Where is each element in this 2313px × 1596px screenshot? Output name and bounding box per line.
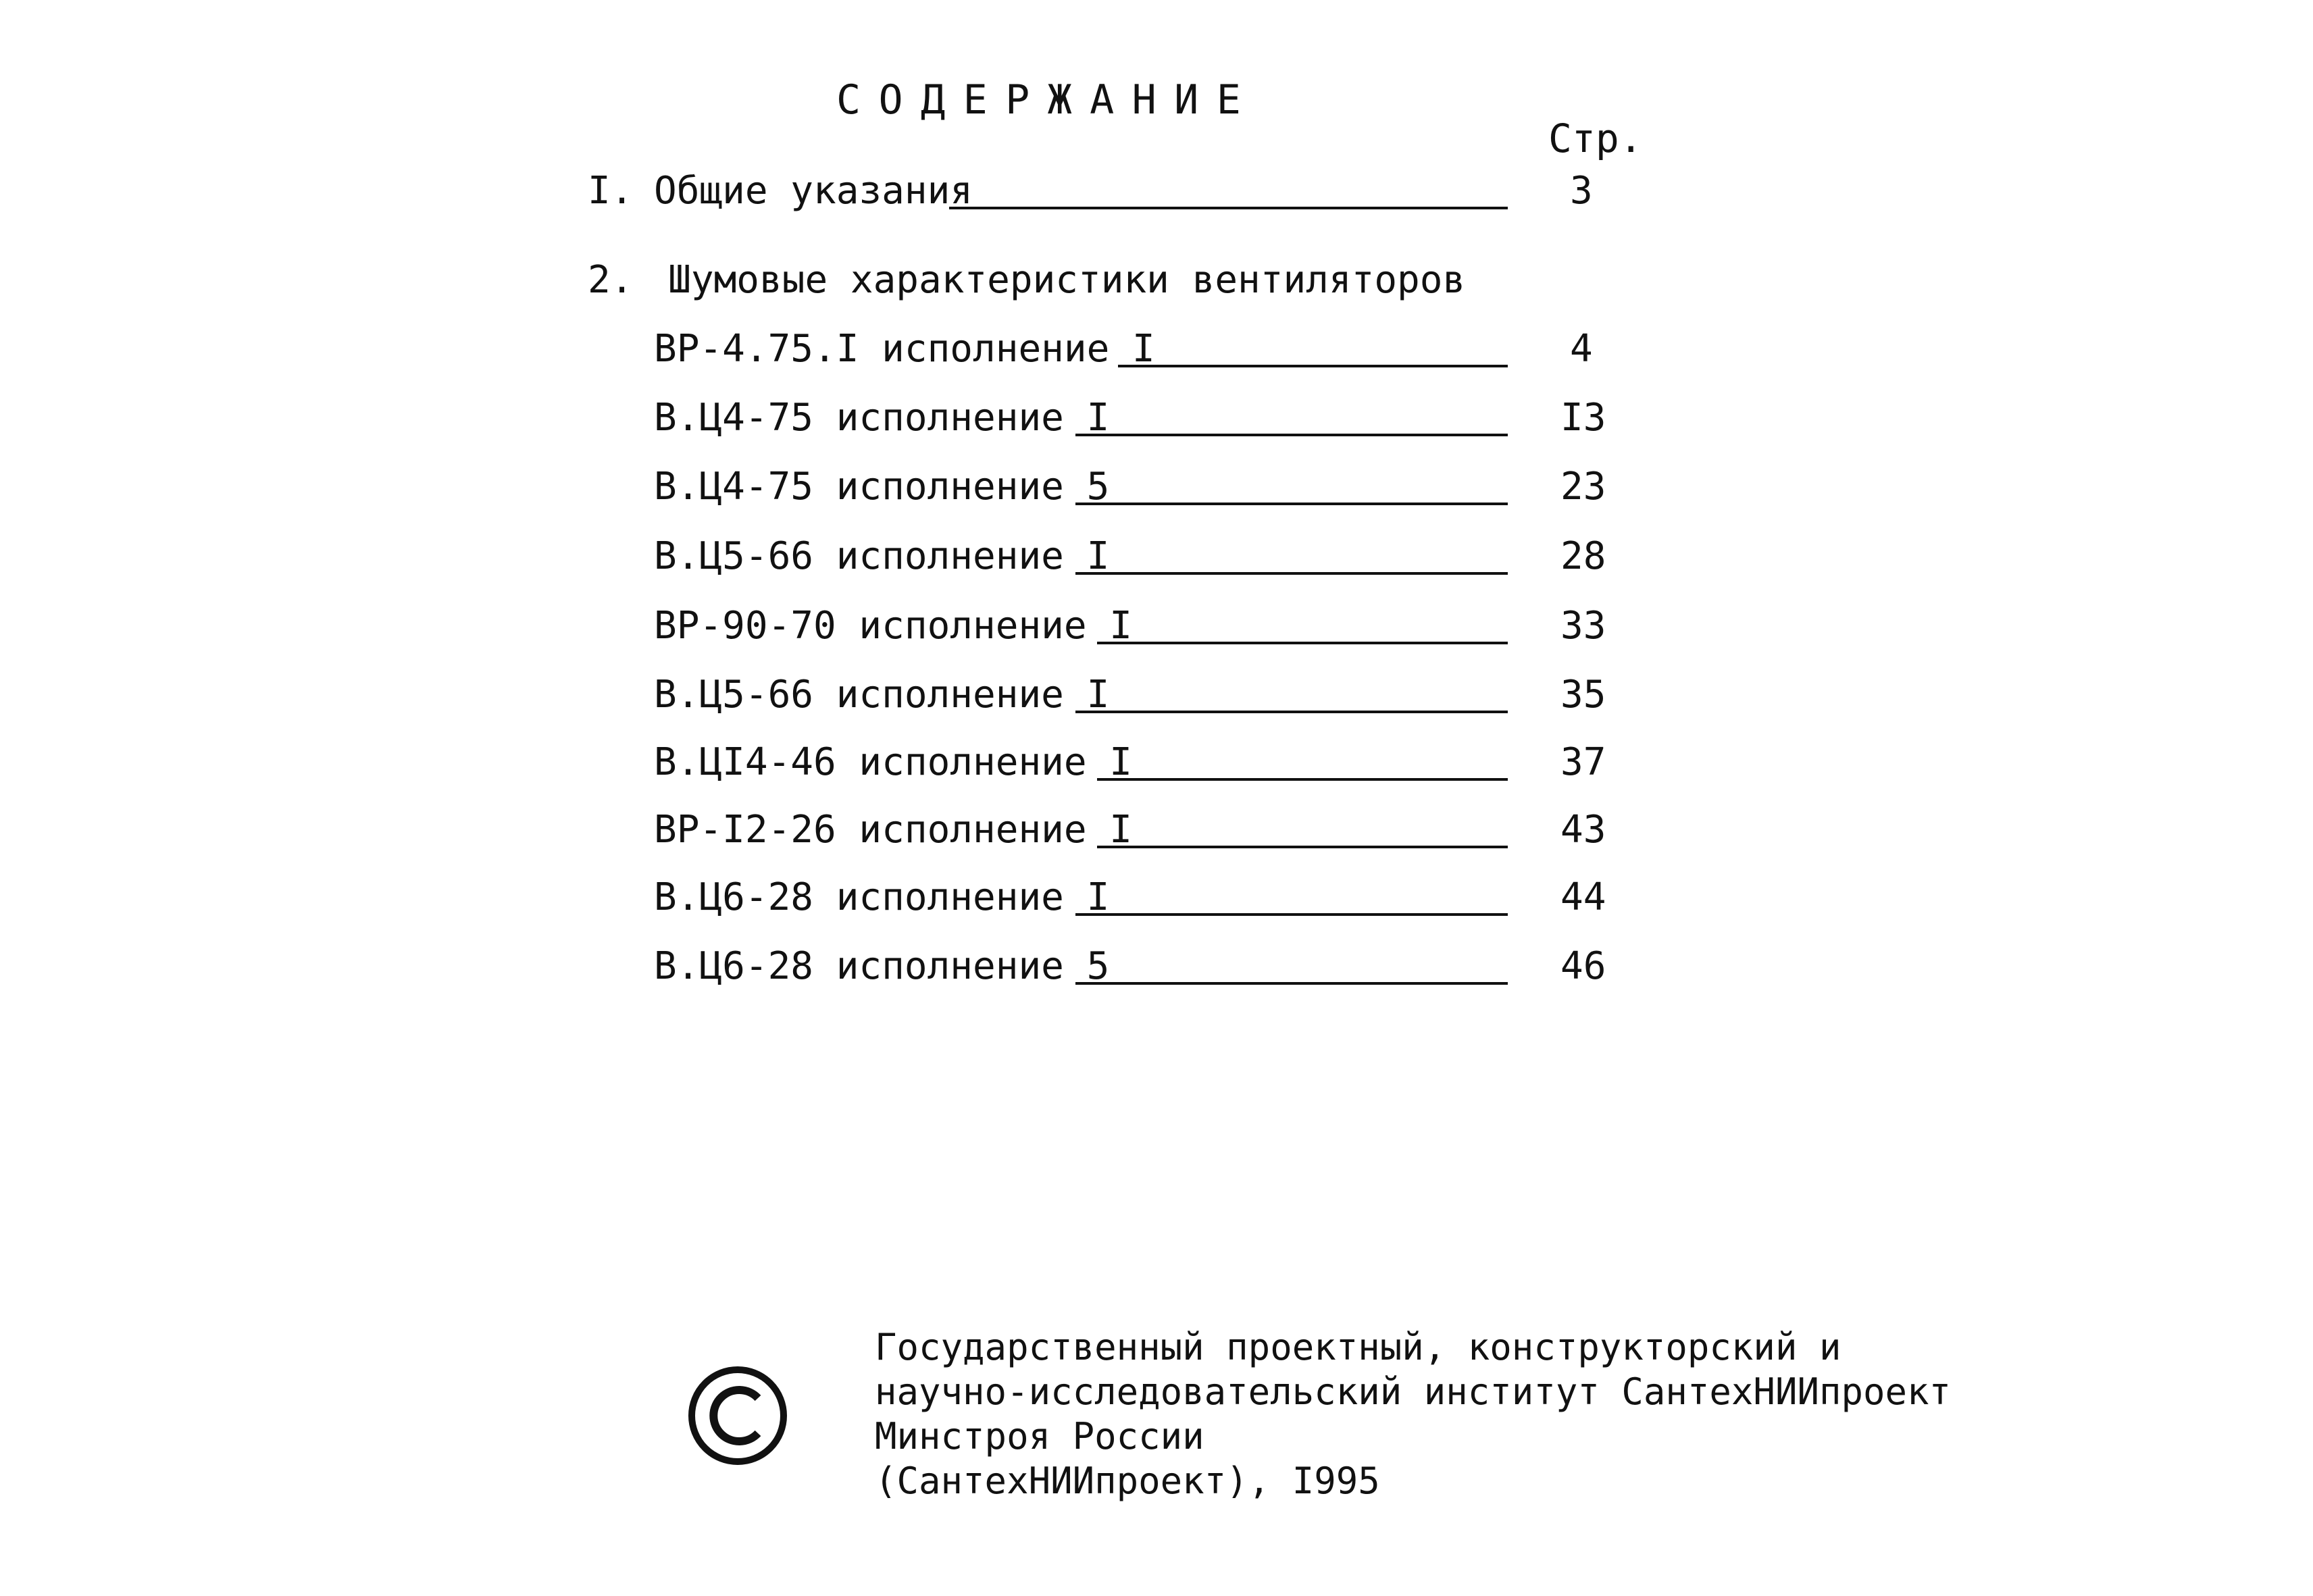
- toc-entry-page: I3: [1560, 396, 1606, 440]
- toc-entry-page: 23: [1560, 465, 1606, 509]
- toc-entry-label: ВР-I2-26 исполнение I: [654, 808, 1133, 852]
- toc-title: СОДЕРЖАНИЕ: [836, 76, 1259, 124]
- imprint-line: Минстроя России: [875, 1415, 1204, 1458]
- toc-entry-label: В.Ц5-66 исполнение I: [654, 534, 1110, 578]
- toc-entry-page: 37: [1560, 740, 1606, 784]
- toc-entry-label: В.Ц4-75 исполнение I: [654, 396, 1110, 440]
- toc-entry-label: Общие указания: [654, 169, 973, 213]
- leader-line: [1075, 434, 1508, 436]
- toc-entry-page: 43: [1560, 808, 1606, 852]
- leader-line: [1097, 778, 1508, 781]
- page-column-header: Стр.: [1548, 115, 1643, 161]
- toc-row: [0, 806, 2313, 854]
- toc-row: [0, 533, 2313, 580]
- imprint-line: (СантехНИИпроект), I995: [875, 1460, 1380, 1502]
- leader-line: [1075, 711, 1508, 713]
- toc-row: [0, 943, 2313, 990]
- toc-entry-page: 44: [1560, 875, 1606, 919]
- toc-entry-page: 3: [1570, 169, 1593, 213]
- toc-entry-label: В.Ц4-75 исполнение 5: [654, 465, 1110, 509]
- leader-line: [1118, 365, 1508, 367]
- toc-entry-page: 33: [1560, 604, 1606, 648]
- toc-entry-page: 46: [1560, 944, 1606, 988]
- toc-entry-label: ВР-4.75.I исполнение I: [654, 327, 1155, 371]
- section-number: I.: [588, 169, 634, 213]
- toc-entry-label: ВР-90-70 исполнение I: [654, 604, 1133, 648]
- leader-line: [949, 207, 1508, 209]
- toc-row: [0, 671, 2313, 719]
- toc-row-general: [0, 168, 2313, 215]
- section-heading-label: Шумовые характеристики вентиляторов: [668, 258, 1466, 302]
- toc-row: [0, 326, 2313, 373]
- imprint-block: [875, 1325, 1951, 1503]
- toc-entry-label: В.ЦI4-46 исполнение I: [654, 740, 1133, 784]
- imprint-line: Государственный проектный, конструкторский и: [875, 1326, 1841, 1368]
- toc-entry-page: 4: [1570, 327, 1593, 371]
- toc-row: [0, 874, 2313, 921]
- toc-entry-label: В.Ц6-28 исполнение 5: [654, 944, 1110, 988]
- toc-entry-label: В.Ц5-66 исполнение I: [654, 673, 1110, 717]
- toc-entry-label: В.Ц6-28 исполнение I: [654, 875, 1110, 919]
- leader-line: [1075, 572, 1508, 575]
- toc-row: [0, 739, 2313, 786]
- toc-row: [0, 394, 2313, 442]
- leader-line: [1075, 913, 1508, 916]
- toc-entry-page: 35: [1560, 673, 1606, 717]
- toc-row: [0, 602, 2313, 650]
- leader-line: [1075, 982, 1508, 985]
- leader-line: [1097, 846, 1508, 848]
- imprint-line: научно-исследовательский институт СантехНИИпроект: [875, 1370, 1952, 1413]
- toc-entry-page: 28: [1560, 534, 1606, 578]
- toc-row: [0, 463, 2313, 511]
- section-heading-fan-noise: [588, 257, 1465, 304]
- copyright-icon: [688, 1366, 788, 1466]
- leader-line: [1097, 642, 1508, 644]
- leader-line: [1075, 503, 1508, 505]
- section-number: 2.: [588, 258, 634, 302]
